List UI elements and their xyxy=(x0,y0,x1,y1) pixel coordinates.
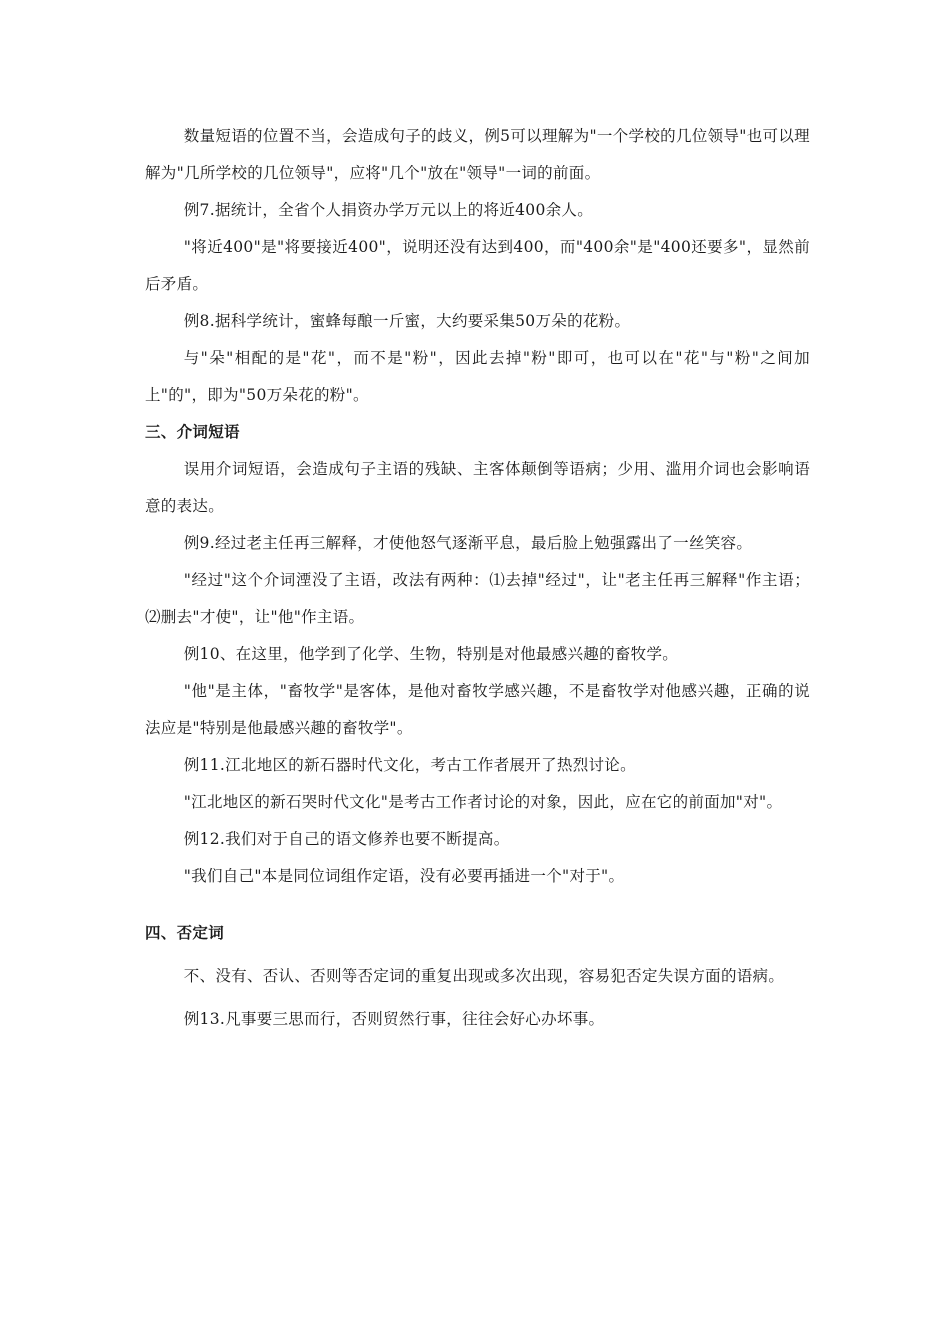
paragraph-9: 例10、在这里，他学到了化学、生物，特别是对他最感兴趣的畜牧学。 xyxy=(183,645,679,663)
paragraph-1: 数量短语的位置不当，会造成句子的歧义，例5可以理解为"一个学校的几位领导"也可以理解为"几所学校的几位领导"，应将"几个"放在"领导"一词的前面。 xyxy=(145,127,810,182)
paragraph-15: 不、没有、否认、否则等否定词的重复出现或多次出现，容易犯否定失误方面的语病。 xyxy=(183,967,785,985)
spacer xyxy=(145,895,810,915)
paragraph-10: "他"是主体，"畜牧学"是客体，是他对畜牧学感兴趣，不是畜牧学对他感兴趣，正确的说法应是"特别是他最感兴趣的畜牧学"。 xyxy=(145,682,810,737)
paragraph-8: "经过"这个介词湮没了主语，改法有两种：⑴去掉"经过"，让"老主任再三解释"作主语；⑵删去"才使"，让"他"作主语。 xyxy=(145,571,810,626)
paragraph-12: "江北地区的新石哭时代文化"是考古工作者讨论的对象，因此，应在它的前面加"对"。 xyxy=(183,793,783,811)
paragraph-2: 例7.据统计，全省个人捐资办学万元以上的将近400余人。 xyxy=(183,201,594,219)
document-page xyxy=(145,118,810,1038)
section-heading-1: 三、介词短语 xyxy=(145,423,240,441)
paragraph-11: 例11.江北地区的新石器时代文化，考古工作者展开了热烈讨论。 xyxy=(183,756,636,774)
paragraph-16: 例13.凡事要三思而行，否则贸然行事，往往会好心办坏事。 xyxy=(183,1010,605,1028)
paragraph-3: "将近400"是"将要接近400"，说明还没有达到400，而"400余"是"400还要多"，显然前后矛盾。 xyxy=(145,238,810,293)
paragraph-7: 例9.经过老主任再三解释，才使他怒气逐渐平息，最后脸上勉强露出了一丝笑容。 xyxy=(183,534,753,552)
paragraph-6: 误用介词短语，会造成句子主语的残缺、主客体颠倒等语病；少用、滥用介词也会影响语意的表达。 xyxy=(145,460,810,515)
paragraph-4: 例8.据科学统计，蜜蜂每酿一斤蜜，大约要采集50万朵的花粉。 xyxy=(183,312,631,330)
paragraph-13: 例12.我们对于自己的语文修养也要不断提高。 xyxy=(183,830,510,848)
paragraph-14: "我们自己"本是同位词组作定语，没有必要再插进一个"对于"。 xyxy=(183,867,625,885)
paragraph-5: 与"朵"相配的是"花"，而不是"粉"，因此去掉"粉"即可，也可以在"花"与"粉"之间加上"的"，即为"50万朵花的粉"。 xyxy=(145,349,810,404)
section-heading-2: 四、否定词 xyxy=(145,924,225,942)
